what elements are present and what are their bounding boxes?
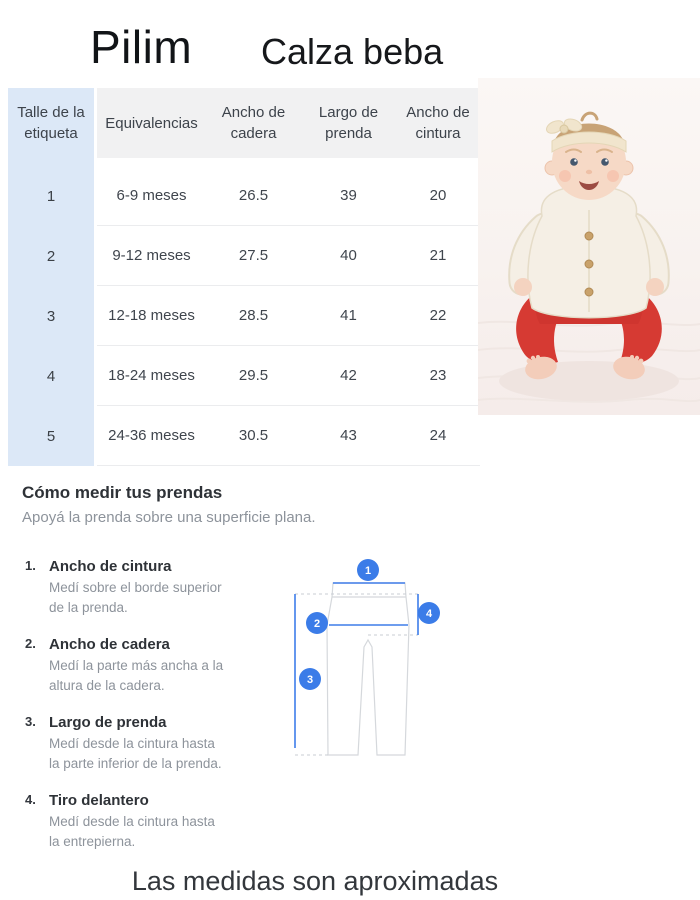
table-cell: 42 bbox=[301, 346, 396, 406]
step-description: Medí la parte más ancha a la altura de la cadera. bbox=[49, 658, 224, 693]
marker-1 bbox=[357, 559, 379, 581]
table-cell: 40 bbox=[301, 226, 396, 286]
brand-title: Pilim bbox=[90, 21, 193, 73]
marker-2 bbox=[306, 612, 328, 634]
svg-text:3: 3 bbox=[306, 674, 314, 686]
table-spacer-row bbox=[8, 158, 480, 166]
step-number: 1. bbox=[25, 558, 36, 573]
table-cell: 41 bbox=[301, 286, 396, 346]
step-ancho-cadera bbox=[25, 634, 275, 696]
svg-text:2: 2 bbox=[313, 618, 321, 630]
guide-subtitle: Apoyá la prenda sobre una superficie plana. bbox=[22, 509, 316, 526]
table-header-cell: Talle de la etiqueta bbox=[8, 88, 94, 158]
table-cell: 27.5 bbox=[206, 226, 301, 286]
step-tiro-delantero bbox=[25, 790, 275, 852]
size-table bbox=[8, 88, 480, 466]
step-title: Tiro delantero bbox=[49, 792, 149, 809]
step-description: Medí desde la cintura hasta la parte inferior de la prenda. bbox=[49, 736, 222, 771]
marker-4 bbox=[418, 602, 440, 624]
step-description: Medí desde la cintura hasta la entrepierna. bbox=[49, 814, 215, 849]
table-cell-size: 1 bbox=[8, 166, 94, 226]
step-number: 3. bbox=[25, 714, 36, 729]
table-cell: 12-18 meses bbox=[97, 286, 206, 346]
svg-text:4: 4 bbox=[425, 608, 433, 620]
table-cell-size: 5 bbox=[8, 406, 94, 466]
step-title: Ancho de cadera bbox=[49, 636, 170, 653]
step-description: Medí sobre el borde superior de la prenda. bbox=[49, 580, 222, 615]
measure-lines bbox=[295, 583, 418, 748]
table-cell-size: 4 bbox=[8, 346, 94, 406]
table-header-cell: Largo de prenda bbox=[301, 88, 396, 158]
table-row bbox=[8, 226, 480, 286]
table-cell: 26.5 bbox=[206, 166, 301, 226]
table-cell: 24-36 meses bbox=[97, 406, 206, 466]
step-title: Ancho de cintura bbox=[49, 558, 172, 575]
table-header-cell: Ancho de cadera bbox=[206, 88, 301, 158]
step-title: Largo de prenda bbox=[49, 714, 167, 731]
pants-measure-diagram bbox=[288, 552, 448, 767]
table-cell: 43 bbox=[301, 406, 396, 466]
table-cell: 24 bbox=[396, 406, 480, 466]
table-row bbox=[8, 346, 480, 406]
table-row bbox=[8, 406, 480, 466]
table-row bbox=[8, 166, 480, 226]
table-cell: 18-24 meses bbox=[97, 346, 206, 406]
baby-photo bbox=[478, 78, 700, 415]
pants-outline bbox=[327, 583, 409, 755]
table-cell: 30.5 bbox=[206, 406, 301, 466]
table-cell: 29.5 bbox=[206, 346, 301, 406]
table-row bbox=[8, 286, 480, 346]
product-title: Calza beba bbox=[261, 31, 444, 72]
table-cell: 22 bbox=[396, 286, 480, 346]
footer-note: Las medidas son aproximadas bbox=[131, 866, 499, 896]
table-cell: 20 bbox=[396, 166, 480, 226]
guide-title: Cómo medir tus prendas bbox=[22, 483, 223, 502]
table-cell: 9-12 meses bbox=[97, 226, 206, 286]
table-cell: 28.5 bbox=[206, 286, 301, 346]
table-header-row bbox=[8, 88, 480, 158]
step-largo-prenda bbox=[25, 712, 275, 774]
table-cell-size: 3 bbox=[8, 286, 94, 346]
table-cell-size: 2 bbox=[8, 226, 94, 286]
svg-text:1: 1 bbox=[364, 565, 372, 577]
table-cell: 23 bbox=[396, 346, 480, 406]
table-cell: 21 bbox=[396, 226, 480, 286]
step-ancho-cintura bbox=[25, 556, 275, 618]
measure-steps bbox=[25, 556, 275, 868]
step-number: 4. bbox=[25, 792, 36, 807]
table-header-cell: Equivalencias bbox=[97, 88, 206, 158]
step-number: 2. bbox=[25, 636, 36, 651]
table-cell: 39 bbox=[301, 166, 396, 226]
table-cell: 6-9 meses bbox=[97, 166, 206, 226]
marker-3 bbox=[299, 668, 321, 690]
table-header-cell: Ancho de cintura bbox=[396, 88, 480, 158]
